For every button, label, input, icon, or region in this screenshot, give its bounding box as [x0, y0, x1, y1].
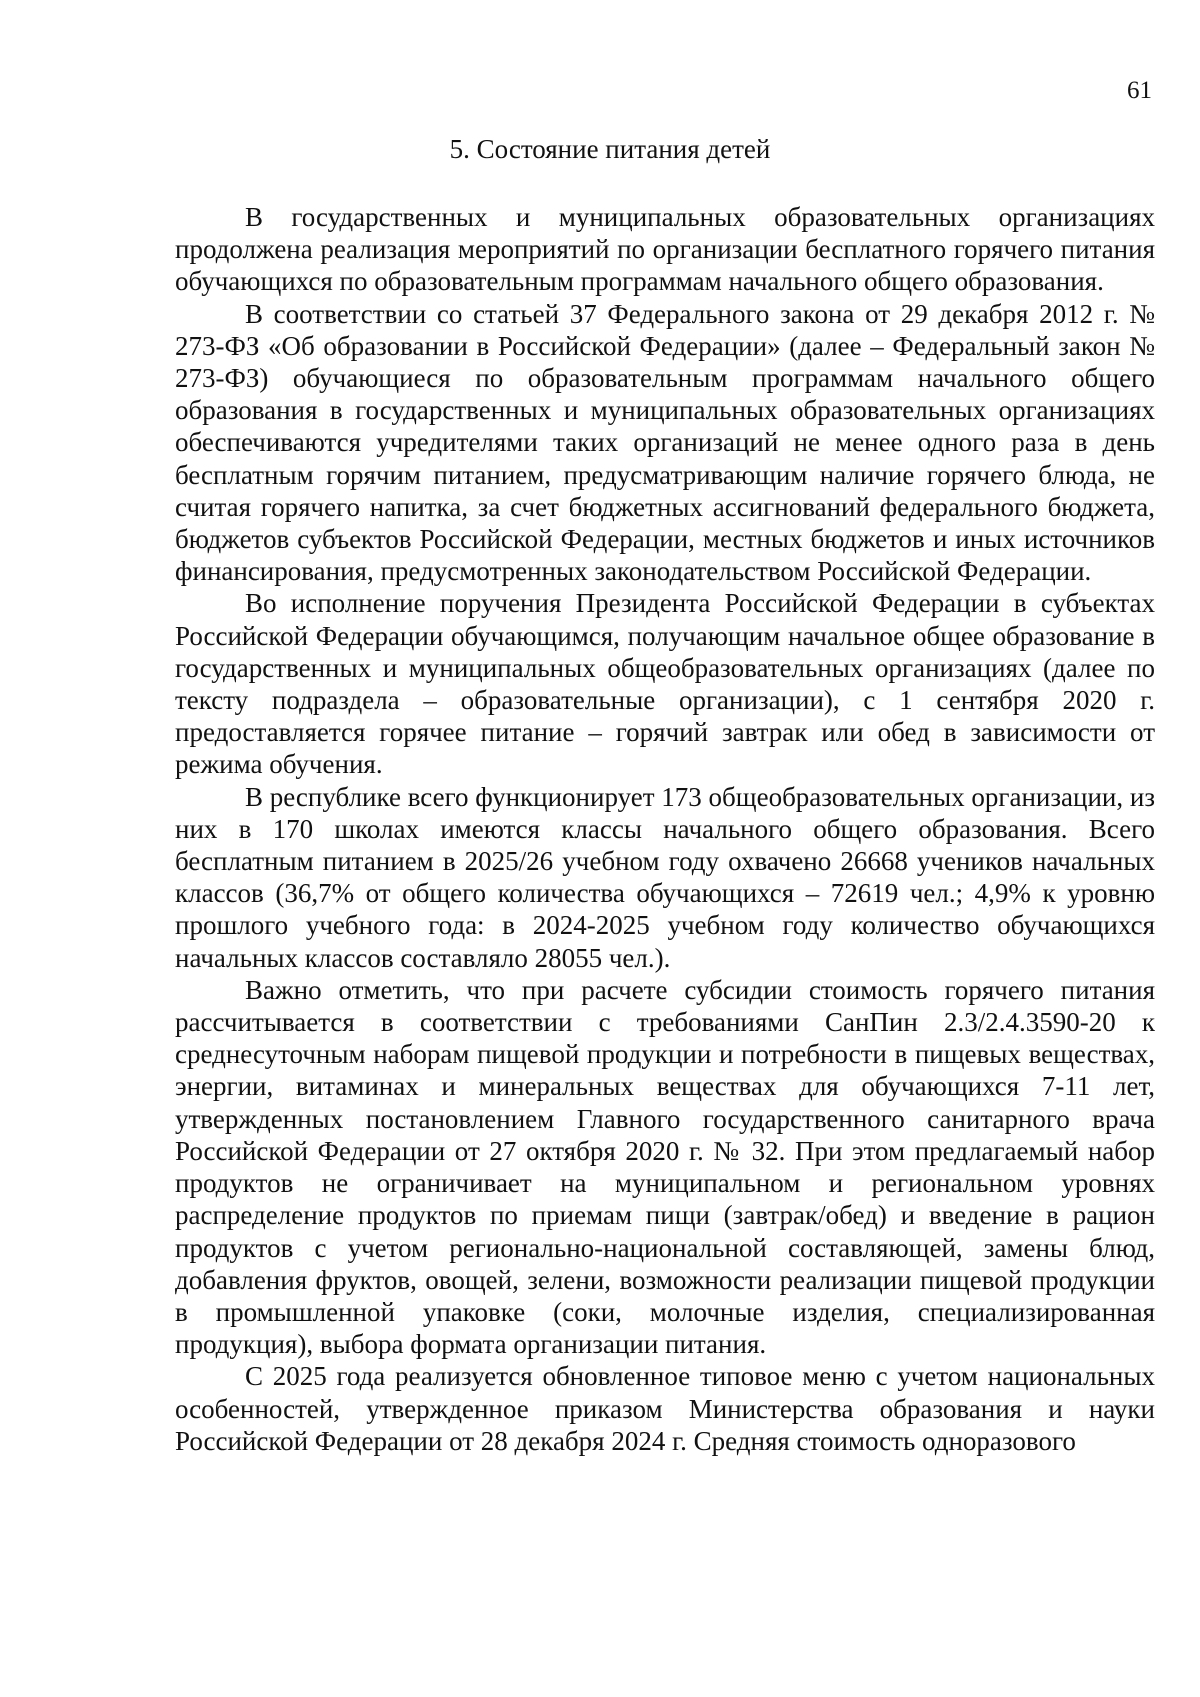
section-title: 5. Состояние питания детей [449, 134, 771, 164]
paragraph-1: В государственных и муниципальных образовательных организациях продолжена реализация мероприятий по организации бесплатного горячего питания обучающихся по образовательным программам начального общего образования. [175, 202, 1155, 297]
paragraph-5: Важно отметить, что при расчете субсидии стоимость горячего питания рассчитывается в соответствии с требованиями СанПин 2.3/2.4.3590-20 к среднесуточным наборам пищевой продукции и потребности в пищевых веществах, энергии, витаминах и минеральных веществах для обучающихся 7-11 лет, утвержденных постановлением Главного государственного санитарного врача Российской Федерации от 27 октября 2020 г. № 32. При этом предлагаемый набор продуктов не ограничивает на муниципальном и региональном уровнях распределение продуктов по приемам пищи (завтрак/обед) и введение в рацион продуктов с учетом регионально-национальной составляющей, замены блюд, добавления фруктов, овощей, зелени, возможности реализации пищевой продукции в промышленной упаковке (соки, молочные изделия, специализированная продукция), выбора формата организации питания. [175, 974, 1155, 1360]
paragraph-4: В республике всего функционирует 173 общеобразовательных организации, из них в 170 школах имеются классы начального общего образования. Всего бесплатным питанием в 2025/26 учебном году охвачено 26668 учеников начальных классов (36,7% от общего количества обучающихся – 72619 чел.; 4,9% к уровню прошлого учебного года: в 2024-2025 учебном году количество обучающихся начальных классов составляло 28055 чел.). [175, 781, 1155, 973]
paragraph-6: С 2025 года реализуется обновленное типовое меню с учетом национальных особенностей, утвержденное приказом Министерства образования и науки Российской Федерации от 28 декабря 2024 г. Средняя стоимость одноразового [175, 1361, 1155, 1456]
paragraph-2: В соответствии со статьей 37 Федерального закона от 29 декабря 2012 г. № 273-ФЗ «Об образовании в Российской Федерации» (далее – Федеральный закон № 273-ФЗ) обучающиеся по образовательным программам начального общего образования в государственных и муниципальных образовательных организациях обеспечиваются учредителями таких организаций не менее одного раза в день бесплатным горячим питанием, предусматривающим наличие горячего блюда, не считая горячего напитка, за счет бюджетных ассигнований федерального бюджета, бюджетов субъектов Российской Федерации, местных бюджетов и иных источников финансирования, предусмотренных законодательством Российской Федерации. [175, 298, 1155, 587]
body-text [175, 201, 1155, 1457]
page-number: 61 [1127, 77, 1152, 104]
paragraph-3: Во исполнение поручения Президента Российской Федерации в субъектах Российской Федерации обучающимся, получающим начальное общее образование в государственных и муниципальных общеобразовательных организациях (далее по тексту подраздела – образовательные организации), с 1 сентября 2020 г. предоставляется горячее питание – горячий завтрак или обед в зависимости от режима обучения. [175, 588, 1155, 780]
